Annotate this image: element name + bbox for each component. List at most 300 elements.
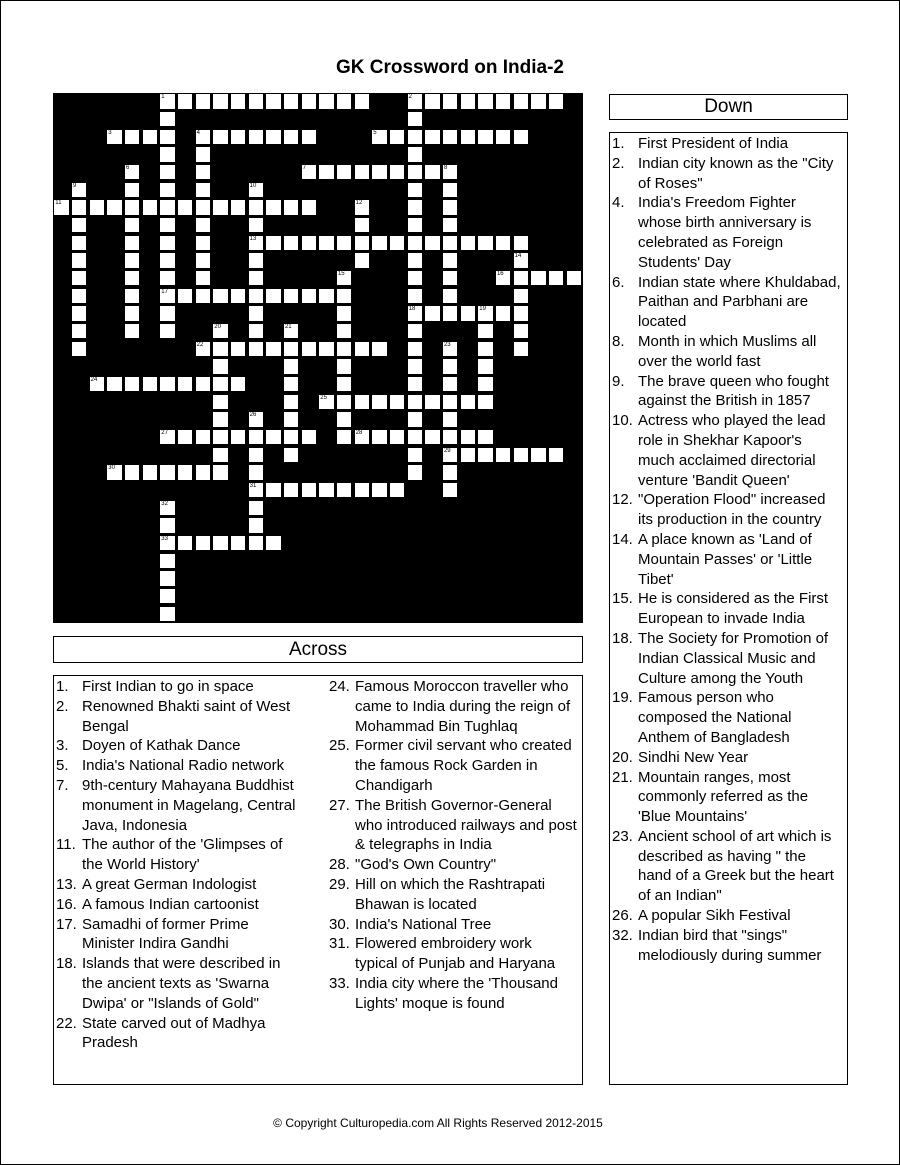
grid-cell[interactable]	[248, 182, 264, 198]
grid-cell[interactable]	[513, 323, 529, 339]
grid-cell[interactable]	[407, 464, 423, 480]
grid-cell[interactable]	[442, 305, 458, 321]
grid-cell[interactable]	[371, 394, 387, 410]
grid-cell[interactable]	[371, 482, 387, 498]
grid-cell[interactable]	[71, 199, 87, 215]
grid-cell[interactable]	[371, 341, 387, 357]
grid-cell[interactable]	[159, 588, 175, 604]
grid-cell[interactable]	[248, 341, 264, 357]
grid-cell[interactable]	[442, 376, 458, 392]
grid-cell[interactable]	[354, 394, 370, 410]
grid-cell[interactable]	[407, 146, 423, 162]
grid-cell[interactable]	[495, 93, 511, 109]
grid-cell[interactable]	[301, 288, 317, 304]
grid-cell[interactable]	[442, 429, 458, 445]
grid-cell[interactable]	[71, 341, 87, 357]
grid-cell[interactable]	[212, 535, 228, 551]
grid-cell[interactable]	[301, 164, 317, 180]
grid-cell[interactable]	[318, 288, 334, 304]
grid-cell[interactable]	[265, 288, 281, 304]
grid-cell[interactable]	[177, 376, 193, 392]
grid-cell[interactable]	[513, 270, 529, 286]
grid-cell[interactable]	[477, 235, 493, 251]
grid-cell[interactable]	[248, 217, 264, 233]
grid-cell[interactable]	[124, 464, 140, 480]
grid-cell[interactable]	[442, 358, 458, 374]
grid-cell[interactable]	[265, 482, 281, 498]
grid-cell[interactable]	[318, 235, 334, 251]
grid-cell[interactable]	[177, 429, 193, 445]
grid-cell[interactable]	[566, 270, 582, 286]
grid-cell[interactable]	[265, 129, 281, 145]
grid-cell[interactable]	[248, 323, 264, 339]
grid-cell[interactable]	[336, 288, 352, 304]
grid-cell[interactable]	[212, 358, 228, 374]
grid-cell[interactable]	[318, 164, 334, 180]
grid-cell[interactable]	[212, 464, 228, 480]
grid-cell[interactable]	[477, 305, 493, 321]
grid-cell[interactable]	[159, 164, 175, 180]
grid-cell[interactable]	[354, 199, 370, 215]
grid-cell[interactable]	[71, 252, 87, 268]
grid-cell[interactable]	[89, 376, 105, 392]
grid-cell[interactable]	[159, 464, 175, 480]
grid-cell[interactable]	[442, 252, 458, 268]
grid-cell[interactable]	[71, 182, 87, 198]
grid-cell[interactable]	[407, 358, 423, 374]
grid-cell[interactable]	[142, 199, 158, 215]
grid-cell[interactable]	[407, 394, 423, 410]
grid-cell[interactable]	[442, 288, 458, 304]
grid-cell[interactable]	[283, 482, 299, 498]
grid-cell[interactable]	[248, 517, 264, 533]
grid-cell[interactable]	[442, 270, 458, 286]
grid-cell[interactable]	[212, 323, 228, 339]
grid-cell[interactable]	[159, 323, 175, 339]
grid-cell[interactable]	[336, 358, 352, 374]
grid-cell[interactable]	[442, 482, 458, 498]
grid-cell[interactable]	[336, 323, 352, 339]
grid-cell[interactable]	[159, 252, 175, 268]
grid-cell[interactable]	[212, 394, 228, 410]
grid-cell[interactable]	[159, 500, 175, 516]
grid-cell[interactable]	[230, 129, 246, 145]
grid-cell[interactable]	[407, 305, 423, 321]
grid-cell[interactable]	[106, 464, 122, 480]
clue-item	[610, 827, 842, 906]
grid-cell[interactable]	[477, 447, 493, 463]
grid-cell[interactable]	[177, 464, 193, 480]
grid-cell[interactable]	[159, 535, 175, 551]
grid-cell[interactable]	[354, 93, 370, 109]
grid-cell[interactable]	[424, 429, 440, 445]
grid-cell[interactable]	[248, 305, 264, 321]
clue-number: 13.	[56, 875, 77, 893]
grid-cell[interactable]	[195, 376, 211, 392]
grid-cell[interactable]	[442, 464, 458, 480]
grid-cell[interactable]	[530, 447, 546, 463]
grid-cell[interactable]	[495, 129, 511, 145]
grid-cell[interactable]	[248, 464, 264, 480]
grid-cell[interactable]	[460, 447, 476, 463]
grid-cell[interactable]	[53, 199, 69, 215]
grid-cell[interactable]	[159, 517, 175, 533]
grid-cell[interactable]	[442, 129, 458, 145]
grid-cell[interactable]	[389, 394, 405, 410]
grid-cell[interactable]	[407, 341, 423, 357]
grid-cell[interactable]	[124, 235, 140, 251]
grid-cell[interactable]	[336, 411, 352, 427]
grid-cell[interactable]	[336, 429, 352, 445]
grid-cell[interactable]	[195, 341, 211, 357]
cell-number: 6	[125, 164, 130, 171]
grid-cell[interactable]	[71, 305, 87, 321]
grid-cell[interactable]	[407, 235, 423, 251]
grid-cell[interactable]	[513, 305, 529, 321]
grid-cell[interactable]	[442, 235, 458, 251]
grid-cell[interactable]	[159, 376, 175, 392]
clue-number: 18.	[56, 955, 77, 973]
grid-cell[interactable]	[195, 217, 211, 233]
grid-cell[interactable]	[195, 93, 211, 109]
grid-cell[interactable]	[230, 288, 246, 304]
grid-cell[interactable]	[142, 376, 158, 392]
grid-cell[interactable]	[442, 93, 458, 109]
grid-cell[interactable]	[283, 199, 299, 215]
grid-cell[interactable]	[495, 305, 511, 321]
grid-cell[interactable]	[530, 270, 546, 286]
grid-cell[interactable]	[407, 217, 423, 233]
grid-cell[interactable]	[371, 235, 387, 251]
grid-cell[interactable]	[477, 93, 493, 109]
grid-cell[interactable]	[301, 341, 317, 357]
grid-cell[interactable]	[124, 129, 140, 145]
grid-cell[interactable]	[477, 129, 493, 145]
grid-cell[interactable]	[407, 93, 423, 109]
grid-cell[interactable]	[283, 93, 299, 109]
grid-cell[interactable]	[159, 146, 175, 162]
grid-cell[interactable]	[248, 288, 264, 304]
grid-cell[interactable]	[460, 129, 476, 145]
grid-cell[interactable]	[442, 164, 458, 180]
grid-cell[interactable]	[248, 270, 264, 286]
grid-cell[interactable]	[442, 341, 458, 357]
grid-cell[interactable]	[265, 429, 281, 445]
grid-cell[interactable]	[460, 429, 476, 445]
grid-cell[interactable]	[124, 217, 140, 233]
grid-cell[interactable]	[407, 111, 423, 127]
grid-cell[interactable]	[124, 252, 140, 268]
grid-cell[interactable]	[248, 252, 264, 268]
grid-cell[interactable]	[354, 164, 370, 180]
grid-cell[interactable]	[477, 394, 493, 410]
grid-cell[interactable]	[442, 182, 458, 198]
grid-cell[interactable]	[530, 93, 546, 109]
grid-cell[interactable]	[548, 270, 564, 286]
grid-cell[interactable]	[407, 429, 423, 445]
grid-cell[interactable]	[336, 376, 352, 392]
grid-cell[interactable]	[230, 93, 246, 109]
grid-cell[interactable]	[248, 411, 264, 427]
grid-cell[interactable]	[159, 553, 175, 569]
grid-cell[interactable]	[301, 482, 317, 498]
grid-cell[interactable]	[442, 394, 458, 410]
grid-cell[interactable]	[248, 429, 264, 445]
grid-cell[interactable]	[336, 164, 352, 180]
clue-number: 4.	[612, 194, 625, 212]
grid-cell[interactable]	[407, 411, 423, 427]
grid-cell[interactable]	[159, 288, 175, 304]
grid-cell[interactable]	[71, 323, 87, 339]
grid-cell[interactable]	[477, 358, 493, 374]
grid-cell[interactable]	[124, 376, 140, 392]
grid-cell[interactable]	[354, 341, 370, 357]
grid-cell[interactable]	[389, 429, 405, 445]
grid-cell[interactable]	[142, 129, 158, 145]
grid-cell[interactable]	[495, 270, 511, 286]
grid-cell[interactable]	[248, 93, 264, 109]
grid-cell[interactable]	[513, 252, 529, 268]
grid-cell[interactable]	[230, 429, 246, 445]
grid-cell[interactable]	[212, 288, 228, 304]
grid-cell[interactable]	[195, 129, 211, 145]
grid-cell[interactable]	[89, 199, 105, 215]
grid-cell[interactable]	[212, 199, 228, 215]
grid-cell[interactable]	[265, 93, 281, 109]
grid-cell[interactable]	[424, 129, 440, 145]
grid-cell[interactable]	[513, 447, 529, 463]
grid-cell[interactable]	[283, 288, 299, 304]
grid-cell[interactable]	[195, 182, 211, 198]
grid-cell[interactable]	[159, 270, 175, 286]
grid-cell[interactable]	[159, 129, 175, 145]
grid-cell[interactable]	[424, 394, 440, 410]
grid-cell[interactable]	[407, 164, 423, 180]
grid-cell[interactable]	[424, 305, 440, 321]
grid-cell[interactable]	[159, 111, 175, 127]
grid-cell[interactable]	[389, 164, 405, 180]
grid-cell[interactable]	[159, 93, 175, 109]
grid-cell[interactable]	[212, 341, 228, 357]
clue-number: 20.	[612, 748, 633, 766]
grid-cell[interactable]	[265, 341, 281, 357]
grid-cell[interactable]	[248, 129, 264, 145]
grid-cell[interactable]	[195, 270, 211, 286]
grid-cell[interactable]	[460, 305, 476, 321]
grid-cell[interactable]	[301, 129, 317, 145]
grid-cell[interactable]	[212, 93, 228, 109]
grid-cell[interactable]	[513, 341, 529, 357]
grid-cell[interactable]	[301, 199, 317, 215]
grid-cell[interactable]	[159, 235, 175, 251]
grid-cell[interactable]	[424, 164, 440, 180]
grid-cell[interactable]	[354, 235, 370, 251]
grid-cell[interactable]	[389, 482, 405, 498]
grid-cell[interactable]	[301, 93, 317, 109]
grid-cell[interactable]	[336, 305, 352, 321]
grid-cell[interactable]	[212, 447, 228, 463]
grid-cell[interactable]	[230, 535, 246, 551]
clue-number: 23.	[612, 827, 633, 845]
grid-cell[interactable]	[407, 270, 423, 286]
grid-cell[interactable]	[265, 535, 281, 551]
grid-cell[interactable]	[513, 235, 529, 251]
grid-cell[interactable]	[407, 288, 423, 304]
clue-item	[610, 926, 842, 966]
grid-cell[interactable]	[336, 235, 352, 251]
grid-cell[interactable]	[177, 93, 193, 109]
grid-cell[interactable]	[195, 535, 211, 551]
grid-cell[interactable]	[389, 235, 405, 251]
grid-cell[interactable]	[513, 129, 529, 145]
grid-cell[interactable]	[142, 464, 158, 480]
grid-cell[interactable]	[195, 464, 211, 480]
grid-cell[interactable]	[177, 288, 193, 304]
grid-cell[interactable]	[495, 235, 511, 251]
grid-cell[interactable]	[389, 129, 405, 145]
grid-cell[interactable]	[371, 429, 387, 445]
across-clue-list-left	[54, 677, 302, 1053]
grid-cell[interactable]	[283, 129, 299, 145]
grid-cell[interactable]	[424, 93, 440, 109]
grid-cell[interactable]	[212, 429, 228, 445]
grid-cell[interactable]	[106, 376, 122, 392]
grid-cell[interactable]	[212, 376, 228, 392]
grid-cell[interactable]	[301, 235, 317, 251]
grid-cell[interactable]	[477, 429, 493, 445]
grid-cell[interactable]	[71, 288, 87, 304]
grid-cell[interactable]	[159, 182, 175, 198]
grid-cell[interactable]	[318, 394, 334, 410]
grid-cell[interactable]	[124, 305, 140, 321]
grid-cell[interactable]	[159, 199, 175, 215]
grid-cell[interactable]	[124, 270, 140, 286]
grid-cell[interactable]	[336, 93, 352, 109]
grid-cell[interactable]	[318, 93, 334, 109]
grid-cell[interactable]	[106, 129, 122, 145]
grid-cell[interactable]	[159, 606, 175, 622]
grid-cell[interactable]	[283, 394, 299, 410]
grid-cell[interactable]	[513, 288, 529, 304]
grid-cell[interactable]	[354, 252, 370, 268]
grid-cell[interactable]	[248, 447, 264, 463]
grid-cell[interactable]	[124, 164, 140, 180]
grid-cell[interactable]	[71, 217, 87, 233]
grid-cell[interactable]	[442, 411, 458, 427]
grid-cell[interactable]	[354, 482, 370, 498]
grid-cell[interactable]	[336, 482, 352, 498]
clue-text: A popular Sikh Festival	[638, 907, 791, 925]
grid-cell[interactable]	[336, 270, 352, 286]
grid-cell[interactable]	[248, 235, 264, 251]
grid-cell[interactable]	[460, 235, 476, 251]
grid-cell[interactable]	[195, 252, 211, 268]
grid-cell[interactable]	[424, 235, 440, 251]
grid-cell[interactable]	[336, 341, 352, 357]
grid-cell[interactable]	[71, 270, 87, 286]
grid-cell[interactable]	[442, 199, 458, 215]
grid-cell[interactable]	[248, 500, 264, 516]
grid-cell[interactable]	[124, 288, 140, 304]
grid-cell[interactable]	[407, 323, 423, 339]
grid-cell[interactable]	[283, 447, 299, 463]
grid-cell[interactable]	[283, 429, 299, 445]
grid-cell[interactable]	[230, 199, 246, 215]
grid-cell[interactable]	[124, 199, 140, 215]
grid-cell[interactable]	[407, 182, 423, 198]
grid-cell[interactable]	[407, 252, 423, 268]
grid-cell[interactable]	[177, 535, 193, 551]
grid-cell[interactable]	[195, 429, 211, 445]
grid-cell[interactable]	[371, 164, 387, 180]
grid-cell[interactable]	[124, 182, 140, 198]
grid-cell[interactable]	[159, 570, 175, 586]
grid-cell[interactable]	[548, 93, 564, 109]
grid-cell[interactable]	[230, 376, 246, 392]
grid-cell[interactable]	[354, 217, 370, 233]
grid-cell[interactable]	[283, 323, 299, 339]
grid-cell[interactable]	[265, 199, 281, 215]
grid-cell[interactable]	[71, 235, 87, 251]
grid-cell[interactable]	[195, 199, 211, 215]
grid-cell[interactable]	[301, 429, 317, 445]
grid-cell[interactable]	[283, 358, 299, 374]
grid-cell[interactable]	[548, 447, 564, 463]
grid-cell[interactable]	[477, 376, 493, 392]
grid-cell[interactable]	[283, 376, 299, 392]
grid-cell[interactable]	[248, 535, 264, 551]
grid-cell[interactable]	[159, 429, 175, 445]
grid-cell[interactable]	[195, 164, 211, 180]
grid-cell[interactable]	[442, 447, 458, 463]
grid-cell[interactable]	[318, 341, 334, 357]
grid-cell[interactable]	[407, 129, 423, 145]
grid-cell[interactable]	[477, 341, 493, 357]
grid-cell[interactable]	[283, 411, 299, 427]
grid-cell[interactable]	[230, 341, 246, 357]
grid-cell[interactable]	[195, 235, 211, 251]
grid-cell[interactable]	[195, 288, 211, 304]
grid-cell[interactable]	[283, 341, 299, 357]
grid-cell[interactable]	[248, 482, 264, 498]
grid-cell[interactable]	[336, 394, 352, 410]
grid-cell[interactable]	[407, 447, 423, 463]
grid-cell[interactable]	[195, 146, 211, 162]
grid-cell[interactable]	[354, 429, 370, 445]
grid-cell[interactable]	[477, 323, 493, 339]
grid-cell[interactable]	[212, 411, 228, 427]
grid-cell[interactable]	[177, 199, 193, 215]
grid-cell[interactable]	[248, 199, 264, 215]
grid-cell[interactable]	[159, 305, 175, 321]
clue-item	[54, 915, 302, 955]
grid-cell[interactable]	[124, 323, 140, 339]
grid-cell[interactable]	[318, 482, 334, 498]
grid-cell[interactable]	[265, 235, 281, 251]
grid-cell[interactable]	[495, 447, 511, 463]
grid-cell[interactable]	[212, 129, 228, 145]
grid-cell[interactable]	[407, 199, 423, 215]
grid-cell[interactable]	[159, 217, 175, 233]
grid-cell[interactable]	[460, 394, 476, 410]
grid-cell[interactable]	[460, 93, 476, 109]
grid-cell[interactable]	[283, 235, 299, 251]
grid-cell[interactable]	[106, 199, 122, 215]
grid-cell[interactable]	[407, 376, 423, 392]
grid-cell[interactable]	[371, 129, 387, 145]
grid-cell[interactable]	[442, 217, 458, 233]
grid-cell[interactable]	[513, 93, 529, 109]
